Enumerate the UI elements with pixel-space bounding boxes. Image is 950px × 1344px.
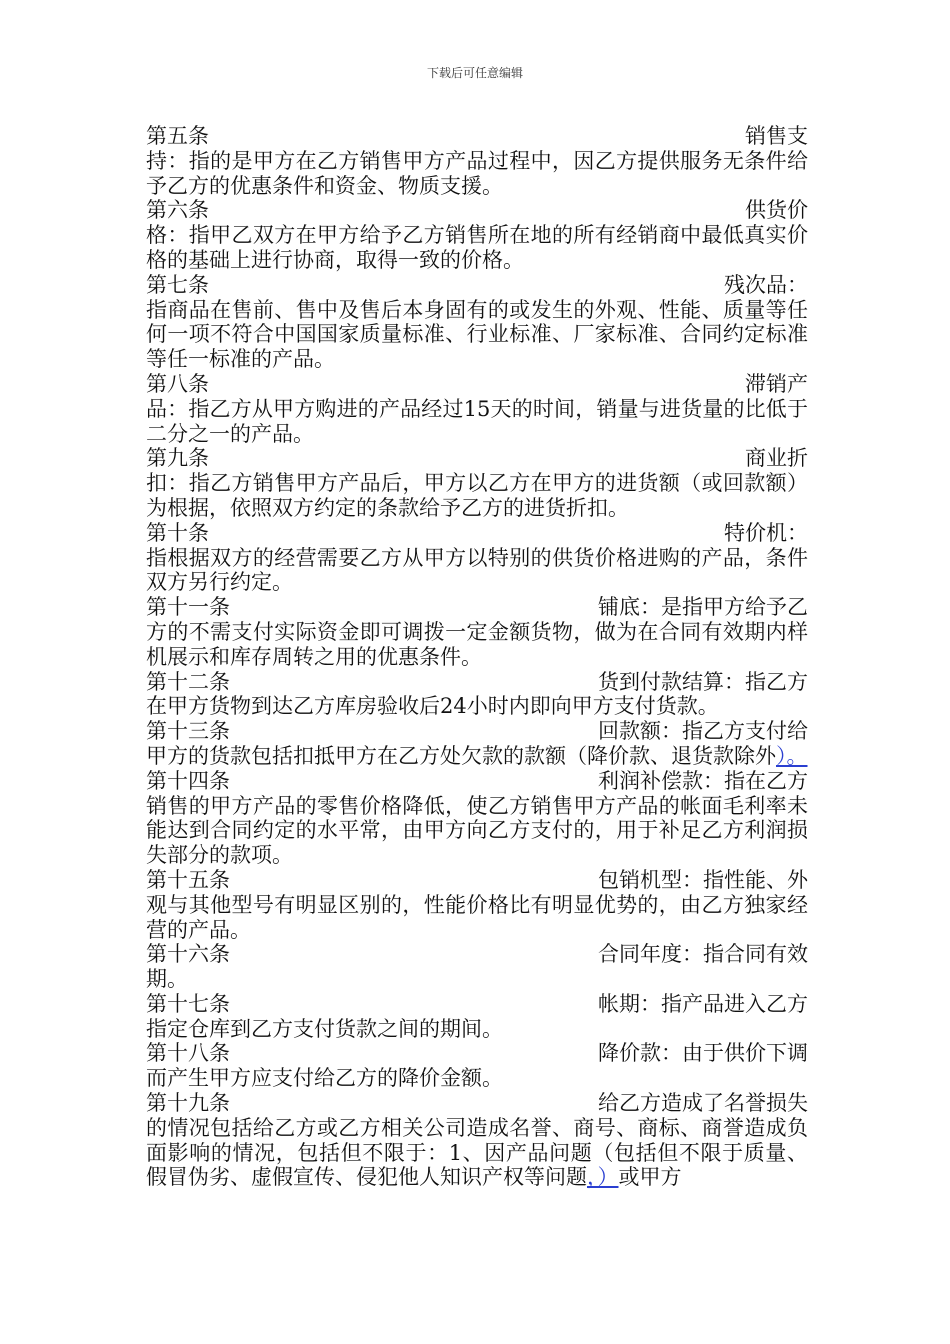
article-11-body: 方的不需支付实际资金即可调拨一定金额货物，做为在合同有效期内样机展示和库存周转之用的优惠条件。 [146, 619, 808, 669]
article-term: 给乙方造成了名誉损失 [598, 1091, 808, 1116]
article-8-body: 品：指乙方从甲方购进的产品经过15天的时间，销量与进货量的比低于二分之一的产品。 [146, 396, 808, 446]
article-term: 利润补偿款：指在乙方 [598, 768, 808, 793]
article-19-body [146, 1116, 808, 1190]
article-number: 第十八条 [146, 1041, 230, 1066]
document-body [146, 124, 808, 1190]
article-16-body: 期。 [146, 967, 188, 992]
article-term: 商业折 [745, 446, 808, 471]
article-number: 第七条 [146, 272, 209, 297]
body-text: 的情况包括给乙方或乙方相关公司造成名誉、商号、商标、商誉造成负面影响的情况，包括但不限于：1、因产品问题（包括但不限于质量、假冒伪劣、虚假宣传、侵犯他人知识产权等问题 [146, 1115, 808, 1190]
article-15-heading [146, 868, 808, 893]
article-17-heading [146, 992, 808, 1017]
article-13-body [146, 744, 808, 769]
article-number: 第十四条 [146, 768, 230, 793]
article-term: 特价机： [724, 520, 808, 545]
article-term: 铺底：是指甲方给予乙 [598, 595, 808, 620]
article-number: 第九条 [146, 446, 209, 471]
article-number: 第十条 [146, 520, 209, 545]
article-11-heading [146, 595, 808, 620]
body-text: 甲方的货款包括扣抵甲方在乙方处欠款的款额（降价款、退货款除 [146, 743, 755, 768]
article-7-heading [146, 273, 808, 298]
article-number: 第十一条 [146, 595, 230, 620]
article-6-body: 格：指甲乙双方在甲方给予乙方销售所在地的所有经销商中最低真实价格的基础上进行协商，取得一致的价格。 [146, 223, 808, 272]
article-15-body: 观与其他型号有明显区别的，性能价格比有明显优势的，由乙方独家经营的产品。 [146, 892, 808, 942]
article-number: 第八条 [146, 371, 209, 396]
article-term: 货到付款结算：指乙方 [598, 669, 808, 694]
article-12-heading [146, 670, 808, 695]
article-8-heading [146, 372, 808, 397]
article-number: 第十九条 [146, 1091, 230, 1116]
article-14-heading [146, 769, 808, 794]
article-16-heading [146, 942, 808, 967]
article-term: 帐期：指产品进入乙方 [598, 991, 808, 1016]
article-5-heading [146, 124, 808, 149]
article-number: 第十三条 [146, 719, 230, 744]
article-term: 包销机型：指性能、外 [598, 867, 808, 892]
article-9-heading [146, 446, 808, 471]
article-18-body: 而产生甲方应支付给乙方的降价金额。 [146, 1066, 503, 1091]
article-term: 回款额：指乙方支付给 [598, 719, 808, 744]
article-number: 第五条 [146, 124, 209, 148]
article-number: 第六条 [146, 198, 209, 223]
article-term: 供货价 [745, 198, 808, 223]
hyperlink[interactable]: ）。 [776, 743, 808, 768]
article-term: 降价款：由于供价下调 [598, 1041, 808, 1066]
article-13-heading [146, 719, 808, 744]
article-term: 滞销产 [745, 371, 808, 396]
article-10-body: 指根据双方的经营需要乙方从甲方以特别的供货价格进购的产品，条件双方另行约定。 [146, 545, 808, 595]
article-number: 第十七条 [146, 991, 230, 1016]
article-number: 第十二条 [146, 669, 230, 694]
article-14-body: 销售的甲方产品的零售价格降低，使乙方销售甲方产品的帐面毛利率未能达到合同约定的水平常，由甲方向乙方支付的，用于补足乙方利润损失部分的款项。 [146, 793, 808, 868]
article-term: 合同年度：指合同有效 [598, 942, 808, 967]
article-6-heading [146, 198, 808, 223]
article-18-heading [146, 1041, 808, 1066]
article-term: 残次品： [724, 272, 808, 297]
article-7-body: 指商品在售前、售中及售后本身固有的或发生的外观、性能、质量等任何一项不符合中国国家质量标准、行业标准、厂家标准、合同约定标准等任一标准的产品。 [146, 297, 808, 372]
article-17-body: 指定仓库到乙方支付货款之间的期间。 [146, 1016, 503, 1041]
article-5-body: 持：指的是甲方在乙方销售甲方产品过程中，因乙方提供服务无条件给予乙方的优惠条件和资金、物质支援。 [146, 148, 808, 198]
body-text-tail: 外 [755, 743, 776, 768]
article-12-body: 在甲方货物到达乙方库房验收后24小时内即向甲方支付货款。 [146, 694, 719, 719]
article-19-heading [146, 1091, 808, 1116]
body-text-tail: 或甲方 [618, 1165, 682, 1190]
article-number: 第十五条 [146, 867, 230, 892]
article-term: 销售支 [745, 124, 808, 148]
article-10-heading [146, 521, 808, 546]
hyperlink[interactable]: ，） [587, 1165, 619, 1190]
article-9-body: 扣：指乙方销售甲方产品后，甲方以乙方在甲方的进货额（或回款额）为根据，依照双方约定的条款给予乙方的进货折扣。 [146, 471, 808, 520]
article-number: 第十六条 [146, 942, 230, 967]
page-header: 下载后可任意编辑 [426, 66, 523, 80]
